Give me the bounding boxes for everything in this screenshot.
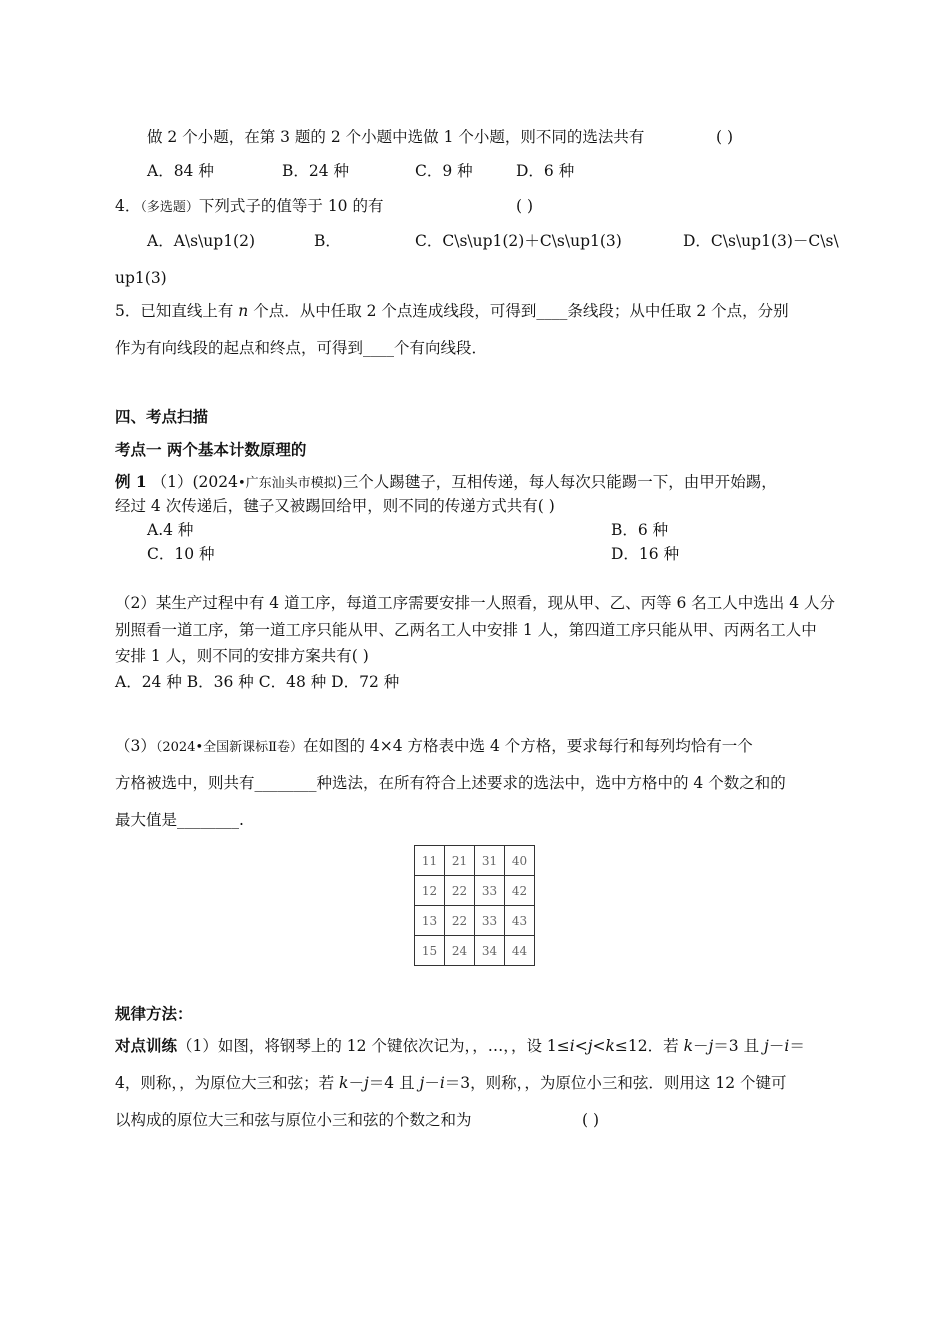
training-text-d: ＝3 且 (713, 1037, 765, 1055)
var-j: j (419, 1074, 425, 1092)
var-j: j (708, 1037, 714, 1055)
q4-multi-tag: （多选题） (140, 200, 199, 215)
training-text-2c: ＝4 且 (368, 1074, 420, 1092)
grid-cell: 33 (475, 906, 505, 936)
q3-option-b: B．24 种 (282, 162, 350, 180)
example1-part1-source: •广东汕头市模拟 (237, 476, 337, 491)
q3-option-a: A．84 种 (147, 162, 214, 180)
q5-line-1 (115, 301, 789, 321)
equals-sign: ＝ (789, 1037, 805, 1055)
lt-sign: < (574, 1037, 588, 1055)
training-answer-paren: ( ) (582, 1111, 600, 1129)
minus-sign: － (424, 1074, 440, 1092)
example1-part3-a: （3） (115, 737, 156, 755)
q5-text-a: 5．已知直线上有 (115, 302, 239, 320)
example1-part3-line1 (115, 736, 753, 758)
grid-cell: 33 (475, 876, 505, 906)
example1-part1-option-a: A.4 种 (147, 521, 194, 539)
example1-part2-line1: （2）某生产过程中有 4 道工序，每道工序需要安排一人照看，现从甲、乙、丙等 6 名工人中选出 4 人分 (115, 594, 836, 612)
grid-cell: 22 (445, 906, 475, 936)
var-k: k (605, 1037, 615, 1055)
q4-option-d-cont: up1(3) (115, 269, 167, 287)
method-title: 规律方法： (115, 1004, 193, 1023)
number-grid (414, 845, 535, 966)
q3-stem-tail: 做 2 个小题，在第 3 题的 2 个小题中选做 1 个小题，则不同的选法共有 (147, 128, 645, 146)
example1-part1-a: （1）(2024 (151, 473, 238, 491)
grid-cell: 15 (415, 936, 445, 966)
example1-part3-line2: 方格被选中，则共有________种选法，在所有符合上述要求的选法中，选中方格中的 4 个数之和的 (115, 774, 786, 792)
q3-option-d: D．6 种 (516, 162, 575, 180)
grid-cell: 42 (505, 876, 535, 906)
q5-line-2: 作为有向线段的起点和终点，可得到____个有向线段． (115, 339, 488, 357)
kaodian-1-title: 考点一 两个基本计数原理的 (115, 440, 307, 459)
grid-cell: 24 (445, 936, 475, 966)
grid-row (415, 906, 535, 936)
q4-option-b: B． (314, 232, 341, 250)
grid-cell: 22 (445, 876, 475, 906)
training-text-b: ≤12．若 (614, 1037, 684, 1055)
minus-sign: － (692, 1037, 709, 1055)
var-i: i (784, 1037, 790, 1055)
var-k: k (339, 1074, 349, 1092)
minus-sign: － (768, 1037, 785, 1055)
training-label: 对点训练 (115, 1036, 178, 1055)
section-title: 四、考点扫描 (115, 407, 209, 426)
example1-part1-option-c: C．10 种 (147, 545, 215, 563)
q4-stem-text: 下列式子的值等于 10 的有 (198, 197, 384, 215)
example1-part1-option-d: D．16 种 (611, 545, 680, 563)
q4-number: 4． (115, 197, 141, 215)
training-line-2 (115, 1073, 787, 1093)
example1-part1-line2: 经过 4 次传递后，毽子又被踢回给甲，则不同的传递方式共有( ) (115, 497, 555, 515)
q4-option-a: A．A\s\up1(2) (147, 232, 256, 250)
example1-part1-option-b: B．6 种 (611, 521, 669, 539)
q3-option-c: C．9 种 (415, 162, 473, 180)
example1-part2-options: A．24 种 B．36 种 C．48 种 D．72 种 (115, 673, 400, 691)
training-line-1 (115, 1036, 805, 1056)
grid-row (415, 876, 535, 906)
grid-cell: 43 (505, 906, 535, 936)
q4-option-d: D．C\s\up1(3)－C\s\ (683, 232, 839, 250)
example1-part3-line3: 最大值是________. (115, 811, 244, 829)
training-text-a: （1）如图，将钢琴上的 12 个键依次记为，，…，，设 1≤ (177, 1037, 570, 1055)
lt-sign: < (592, 1037, 606, 1055)
var-i: i (439, 1074, 445, 1092)
q4-answer-paren: ( ) (516, 197, 534, 215)
example1-label: 例 1 (115, 472, 147, 491)
q5-var-n: n (238, 302, 249, 320)
minus-sign: － (348, 1074, 364, 1092)
grid-cell: 11 (415, 846, 445, 876)
q3-answer-paren: ( ) (716, 128, 734, 146)
q4-stem (115, 196, 383, 218)
q5-text-b: 个点．从中任取 2 个点连成线段，可得到____条线段；从中任取 2 个点，分别 (248, 302, 789, 320)
training-line-3: 以构成的原位大三和弦与原位小三和弦的个数之和为 (115, 1111, 472, 1129)
var-k: k (683, 1037, 693, 1055)
q4-option-c: C．C\s\up1(2)＋C\s\up1(3) (415, 232, 622, 250)
grid-cell: 12 (415, 876, 445, 906)
training-text-2a: 4，则称，，为原位大三和弦；若 (115, 1074, 340, 1092)
example1-part1-b: )三个人踢毽子，互相传递，每人每次只能踢一下，由甲开始踢， (336, 473, 777, 491)
grid-cell: 44 (505, 936, 535, 966)
var-j: j (764, 1037, 769, 1055)
grid-cell: 40 (505, 846, 535, 876)
var-j: j (587, 1037, 593, 1055)
example1-part2-line2: 别照看一道工序，第一道工序只能从甲、乙两名工人中安排 1 人，第四道工序只能从甲、丙两名工人中 (115, 621, 817, 639)
grid-row (415, 846, 535, 876)
grid-cell: 21 (445, 846, 475, 876)
var-j: j (363, 1074, 369, 1092)
grid-cell: 34 (475, 936, 505, 966)
example1-part1-line1 (115, 472, 777, 494)
training-text-2e: ＝3，则称，，为原位小三和弦．则用这 12 个键可 (444, 1074, 787, 1092)
example1-part2-line3: 安排 1 人，则不同的安排方案共有( ) (115, 647, 369, 665)
var-i: i (569, 1037, 575, 1055)
grid-row (415, 936, 535, 966)
grid-cell: 31 (475, 846, 505, 876)
example1-part3-source: （2024•全国新课标Ⅱ卷） (155, 740, 303, 755)
grid-cell: 13 (415, 906, 445, 936)
example1-part3-b: 在如图的 4×4 方格表中选 4 个方格，要求每行和每列均恰有一个 (302, 737, 753, 755)
